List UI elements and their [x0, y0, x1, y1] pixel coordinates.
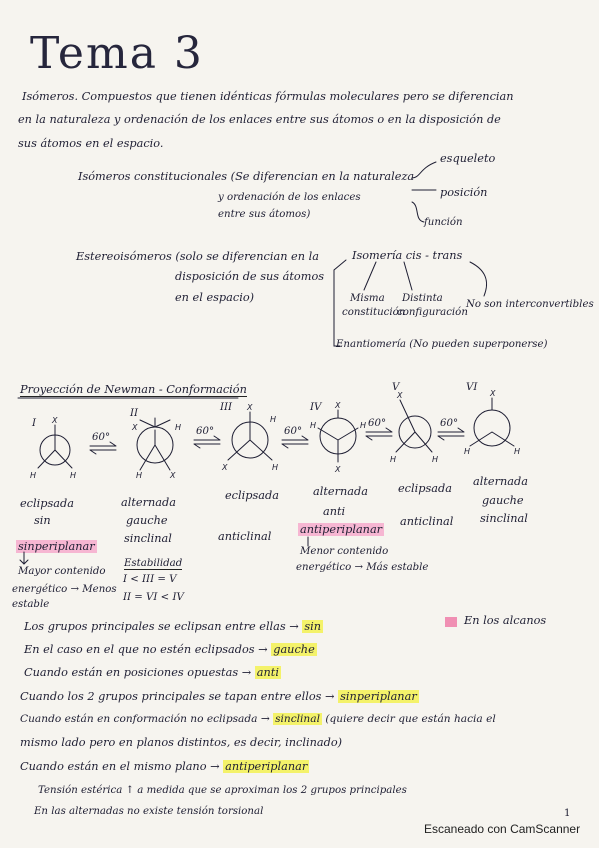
label-4: alternada — [313, 485, 368, 498]
rule-5-tag: sinclinal — [275, 713, 320, 725]
svg-text:H: H — [30, 471, 37, 480]
constitucionales-line-3: entre sus átomos) — [218, 209, 311, 220]
svg-text:H: H — [136, 471, 143, 480]
estabilidad-heading: Estabilidad — [124, 558, 183, 569]
mayor-contenido: Mayor contenido — [18, 566, 106, 577]
svg-text:H: H — [390, 455, 397, 464]
page-number: 1 — [564, 808, 571, 819]
label-6: alternada — [473, 475, 528, 488]
svg-text:H: H — [272, 463, 279, 472]
rule-4-tag: sinperiplanar — [340, 690, 417, 703]
rule-1-text: Los grupos principales se eclipsan entre ellas → — [24, 620, 299, 633]
svg-text:H: H — [514, 447, 521, 456]
svg-text:X: X — [335, 465, 341, 474]
svg-text:H: H — [310, 421, 317, 430]
type-funcion: función — [424, 217, 463, 228]
page-title: Tema 3 — [30, 28, 204, 79]
angle-2: 60° — [196, 426, 215, 437]
arrow-distinta — [404, 262, 412, 290]
arrow-no-inter — [470, 262, 487, 296]
svg-text:H: H — [175, 423, 182, 432]
estabilidad-1: I < III = V — [123, 574, 177, 585]
tension-line-2: En las alternadas no existe tensión torsional — [34, 806, 264, 817]
estereo-line-1: Estereoisómeros (solo se diferencian en la — [76, 250, 319, 263]
svg-text:H: H — [464, 447, 471, 456]
label-6-sub2: sinclinal — [480, 512, 528, 525]
estable: estable — [12, 599, 50, 610]
newman-heading: Proyección de Newman - Conformación — [20, 383, 247, 396]
label-2-sub2: sinclinal — [124, 532, 172, 545]
antiperiplanar-tag: antiperiplanar — [300, 523, 383, 536]
label-6-sub: gauche — [482, 494, 524, 507]
svg-text:X: X — [132, 423, 138, 432]
label-1-sub: sin — [34, 514, 51, 527]
arrow-enantio — [334, 260, 346, 346]
newman-projection-6 — [470, 398, 514, 446]
tension-line-1: Tensión estérica ↑ a medida que se aproximan los 2 grupos principales — [38, 785, 407, 796]
label-3-sub2: anticlinal — [218, 530, 272, 543]
rule-2-text: En el caso en el que no estén eclipsados → — [24, 643, 268, 656]
rule-7-tag: antiperiplanar — [225, 760, 308, 773]
type-posicion: posición — [440, 186, 488, 199]
svg-text:H: H — [270, 415, 277, 424]
intro-line-1: Isómeros. Compuestos que tienen idénticas fórmulas moleculares pero se diferencian — [22, 90, 514, 103]
numeral-2: II — [130, 408, 139, 419]
label-3: eclipsada — [225, 489, 279, 502]
label-2: alternada — [121, 496, 176, 509]
misma-label: Misma — [350, 293, 385, 304]
estabilidad-2: II = VI < IV — [123, 592, 184, 603]
rule-6-text: mismo lado pero en planos distintos, es decir, inclinado) — [20, 736, 343, 749]
legend-label: En los alcanos — [464, 614, 547, 627]
svg-text:X: X — [247, 403, 253, 412]
newman-projection-1 — [38, 425, 72, 468]
misma-label-2: constitución — [342, 307, 406, 318]
numeral-4: IV — [310, 402, 322, 413]
menor-contenido: Menor contenido — [300, 546, 389, 557]
estereo-line-2: disposición de sus átomos — [175, 270, 325, 283]
newman-projection-4 — [318, 410, 358, 462]
numeral-5: V — [392, 382, 400, 393]
angle-1: 60° — [92, 432, 111, 443]
numeral-1: I — [32, 418, 37, 429]
equilibrium-arrows — [90, 428, 464, 454]
angle-3: 60° — [284, 426, 303, 437]
svg-text:H: H — [432, 455, 439, 464]
brace-constitucionales — [412, 162, 436, 222]
label-4-sub: anti — [323, 505, 346, 518]
distinta-label-2: configuración — [397, 307, 468, 318]
rule-3-tag: anti — [256, 666, 279, 679]
energetico-mas: energético → Más estable — [296, 562, 429, 573]
label-1: eclipsada — [20, 497, 74, 510]
svg-text:X: X — [170, 471, 176, 480]
constitucionales-line-2: y ordenación de los enlaces — [218, 192, 361, 203]
svg-text:X: X — [52, 416, 58, 425]
distinta-label: Distinta — [402, 293, 443, 304]
label-2-sub: gauche — [126, 514, 168, 527]
svg-text:H: H — [360, 421, 367, 430]
rule-5-after: (quiere decir que están hacia el — [325, 713, 496, 725]
numeral-3: III — [220, 402, 233, 413]
svg-text:X: X — [335, 401, 341, 410]
arrow-misma — [364, 262, 376, 290]
intro-line-2: en la naturaleza y ordenación de los enlaces entre sus átomos o en la disposición de — [18, 113, 501, 126]
rule-1-tag: sin — [304, 620, 322, 633]
estereo-line-3: en el espacio) — [175, 291, 255, 304]
no-interconvertibles: No son interconvertibles — [466, 299, 594, 310]
rule-7-text: Cuando están en el mismo plano → — [20, 760, 220, 773]
newman-projection-3 — [228, 412, 272, 460]
svg-text:X: X — [397, 391, 403, 400]
type-esqueleto: esqueleto — [440, 152, 496, 165]
intro-line-3: sus átomos en el espacio. — [18, 137, 164, 150]
enantiomeria: Enantiomería (No pueden superponerse) — [336, 339, 548, 350]
label-5: eclipsada — [398, 482, 452, 495]
rule-2-tag: gauche — [273, 643, 315, 656]
rule-3-text: Cuando están en posiciones opuestas → — [24, 666, 252, 679]
energetico-menos: energético → Menos — [12, 584, 117, 595]
angle-5: 60° — [440, 418, 459, 429]
angle-4: 60° — [368, 418, 387, 429]
newman-projection-5 — [396, 400, 432, 452]
constitucionales-line-1: Isómeros constitucionales (Se diferencian en la naturaleza — [78, 170, 415, 183]
newman-projection-2 — [137, 418, 173, 470]
rule-4-text: Cuando los 2 grupos principales se tapan entre ellos → — [20, 690, 335, 703]
svg-text:X: X — [490, 389, 496, 398]
rule-5-text: Cuando están en conformación no eclipsada → — [20, 713, 270, 725]
svg-text:H: H — [70, 471, 77, 480]
isomeria-cis-trans: Isomería cis - trans — [352, 249, 463, 262]
label-5-sub2: anticlinal — [400, 515, 454, 528]
sinperiplanar-tag: sinperiplanar — [18, 540, 95, 553]
numeral-6: VI — [466, 382, 478, 393]
svg-text:X: X — [222, 463, 228, 472]
camscanner-footer: Escaneado con CamScanner — [424, 822, 581, 836]
